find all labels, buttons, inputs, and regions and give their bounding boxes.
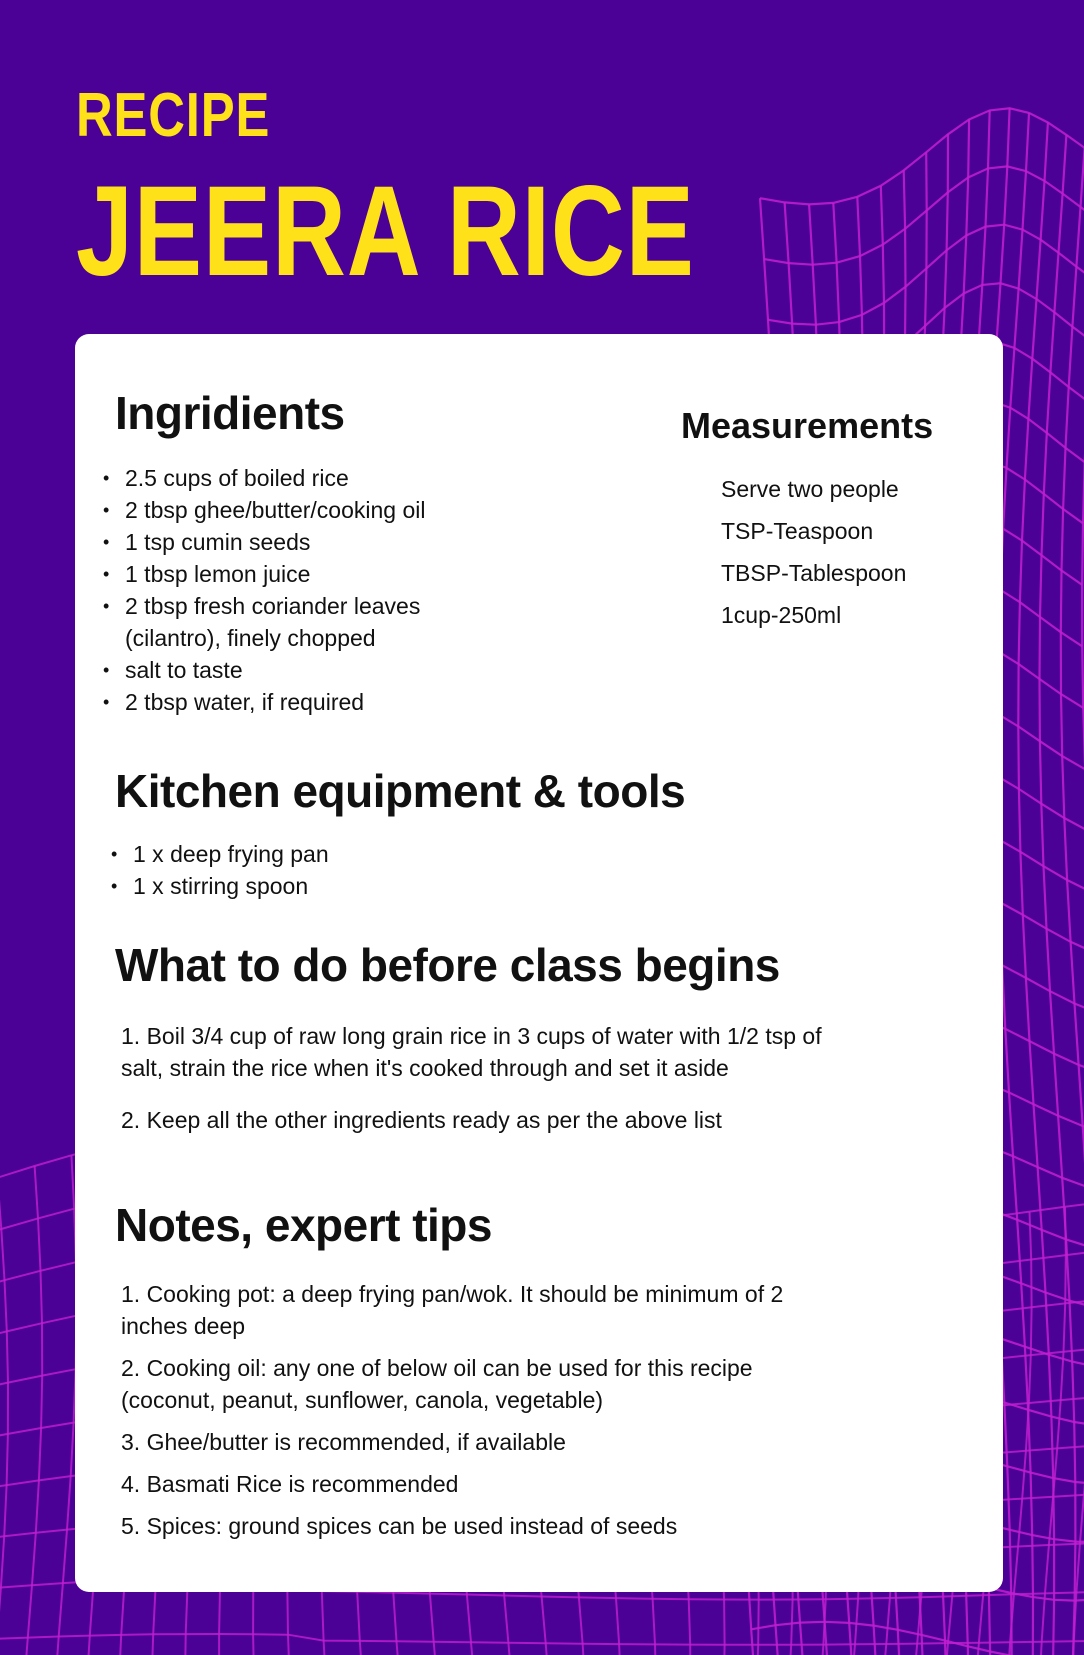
note-item: 1. Cooking pot: a deep frying pan/wok. It should be minimum of 2 inches deep (121, 1281, 784, 1339)
bullet-icon: • (103, 500, 110, 520)
notes-heading: Notes, expert tips (115, 1199, 492, 1251)
measurements-heading: Measurements (681, 405, 934, 446)
equipment-item: • 1 x stirring spoon (133, 870, 329, 902)
bullet-icon: • (103, 692, 110, 712)
bullet-icon: • (111, 876, 118, 896)
ingredient-item: • 2.5 cups of boiled rice (125, 462, 425, 494)
note-item: 4. Basmati Rice is recommended (121, 1471, 459, 1497)
measurement-item: 1cup-250ml (721, 602, 842, 628)
ingredients-heading: Ingridients (115, 387, 345, 439)
measurements-list (721, 468, 906, 636)
ingredient-item: • 2 tbsp water, if required (125, 686, 425, 718)
ingredient-item: • 1 tsp cumin seeds (125, 526, 425, 558)
measurement-item: Serve two people (721, 476, 899, 502)
bullet-icon: • (103, 660, 110, 680)
before-class-step: 2. Keep all the other ingredients ready as per the above list (121, 1107, 722, 1133)
ingredient-item: • 2 tbsp ghee/butter/cooking oil (125, 494, 425, 526)
recipe-title: JEERA RICE (76, 160, 695, 303)
ingredient-item: • 2 tbsp fresh coriander leaves (125, 590, 425, 622)
ingredient-item-continued: (cilantro), finely chopped (125, 625, 376, 651)
recipe-card (75, 334, 1003, 1592)
ingredients-list (103, 462, 426, 718)
measurement-item: TBSP-Tablespoon (721, 560, 907, 586)
note-item: 2. Cooking oil: any one of below oil can be used for this recipe (coconut, peanut, sunflower, canola, vegetable) (121, 1355, 753, 1413)
before-class-step: 1. Boil 3/4 cup of raw long grain rice in 3 cups of water with 1/2 tsp of salt, strain the rice when it's cooked through and set it aside (121, 1023, 822, 1081)
before-class-heading: What to do before class begins (115, 939, 780, 991)
bullet-icon: • (111, 844, 118, 864)
bullet-icon: • (103, 532, 110, 552)
bullet-icon: • (103, 468, 110, 488)
notes-list (121, 1278, 821, 1542)
equipment-heading: Kitchen equipment & tools (115, 765, 686, 817)
bullet-icon: • (103, 596, 110, 616)
note-item: 5. Spices: ground spices can be used instead of seeds (121, 1513, 678, 1539)
equipment-item: • 1 x deep frying pan (133, 838, 329, 870)
ingredient-item: • 1 tbsp lemon juice (125, 558, 425, 590)
equipment-list (111, 838, 329, 902)
recipe-header (76, 81, 849, 303)
ingredient-item: • salt to taste (125, 654, 425, 686)
measurement-item: TSP-Teaspoon (721, 518, 874, 544)
bullet-icon: • (103, 564, 110, 584)
note-item: 3. Ghee/butter is recommended, if available (121, 1429, 566, 1455)
recipe-kicker: RECIPE (76, 81, 271, 150)
before-class-list (121, 1020, 841, 1136)
